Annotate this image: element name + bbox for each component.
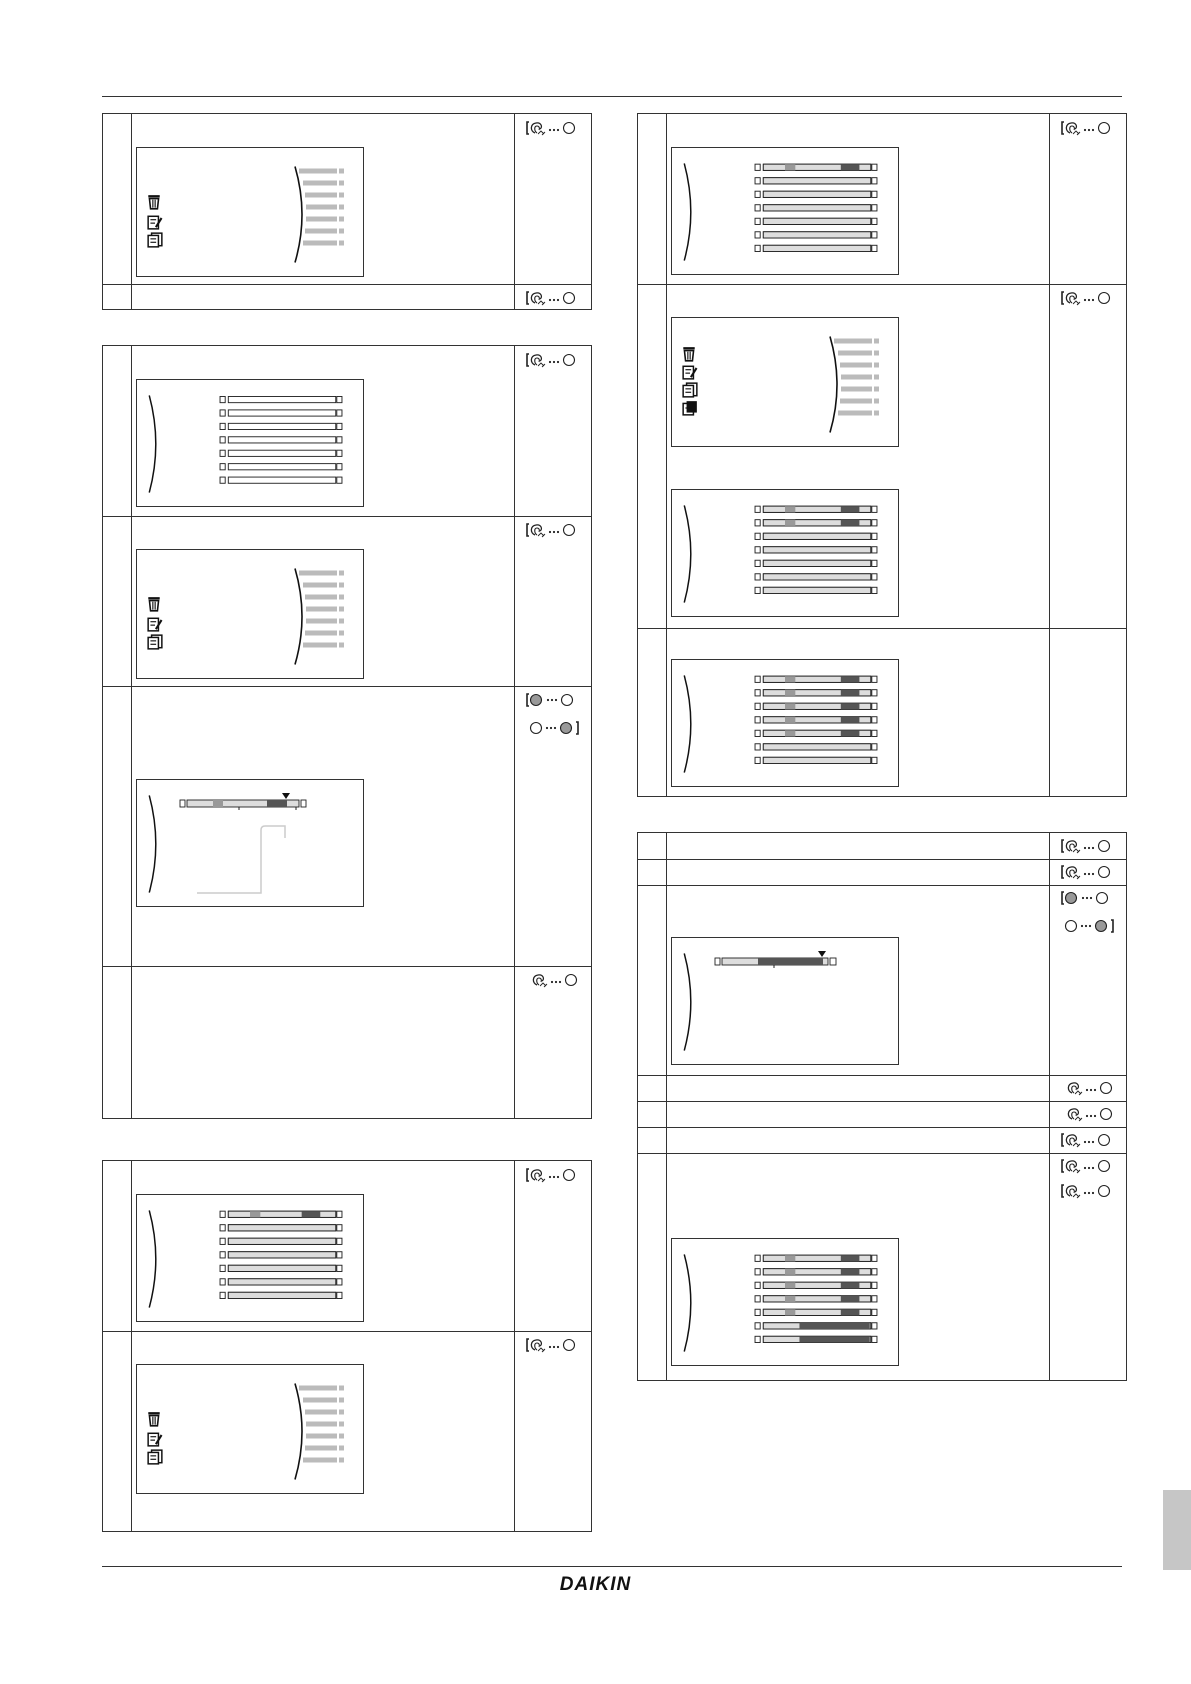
touch-dial-icon bbox=[1060, 1183, 1116, 1199]
fader-rows bbox=[219, 1207, 343, 1311]
trash-icon bbox=[682, 346, 696, 362]
screen-arc bbox=[143, 1203, 163, 1315]
touch-dial-icon bbox=[1060, 1132, 1116, 1148]
footer-rule bbox=[102, 1566, 1122, 1567]
document-icon bbox=[682, 382, 698, 398]
screen-arc bbox=[678, 946, 698, 1058]
edit-icon bbox=[147, 214, 163, 230]
screen-arc bbox=[678, 156, 698, 268]
menu-list bbox=[287, 162, 347, 267]
screen-menu bbox=[136, 1364, 364, 1494]
fader-rows bbox=[754, 1251, 878, 1355]
touch-dial-icon bbox=[1060, 1158, 1116, 1174]
screen-fader-list bbox=[671, 489, 899, 617]
chapter-tab bbox=[1163, 1490, 1191, 1570]
trash-icon bbox=[147, 596, 161, 612]
touch-dial-icon bbox=[1060, 290, 1116, 306]
trash-icon bbox=[147, 194, 161, 210]
document-icon bbox=[147, 232, 163, 248]
dial-left-icon bbox=[1060, 890, 1116, 906]
screen-fader-list bbox=[671, 1238, 899, 1366]
procedure-table-1 bbox=[102, 113, 592, 310]
document-icon bbox=[147, 634, 163, 650]
touch-dial-icon bbox=[1062, 1080, 1118, 1096]
fader-rows bbox=[754, 502, 878, 606]
screen-fader-list bbox=[136, 1194, 364, 1322]
screen-arc bbox=[678, 668, 698, 780]
screen-arc bbox=[143, 388, 163, 500]
screen-arc bbox=[678, 1247, 698, 1359]
dial-left-icon bbox=[525, 692, 581, 708]
procedure-table-2 bbox=[102, 345, 592, 1119]
screen-fader-list bbox=[136, 379, 364, 507]
touch-dial-icon bbox=[525, 290, 581, 306]
fader-rows bbox=[219, 392, 343, 496]
screen-fader-list bbox=[671, 147, 899, 275]
screen-fader-list bbox=[671, 659, 899, 787]
menu-list bbox=[287, 564, 347, 669]
document-icon bbox=[147, 1449, 163, 1465]
touch-dial-icon bbox=[527, 972, 583, 988]
touch-dial-icon bbox=[525, 1337, 581, 1353]
slider-graphic bbox=[714, 948, 894, 988]
trash-icon bbox=[147, 1411, 161, 1427]
screen-arc bbox=[678, 498, 698, 610]
touch-dial-icon bbox=[525, 352, 581, 368]
screen-arc bbox=[143, 788, 163, 900]
fader-rows bbox=[754, 160, 878, 264]
touch-dial-icon bbox=[1060, 864, 1116, 880]
touch-dial-icon bbox=[1060, 120, 1116, 136]
dial-right-icon bbox=[528, 720, 584, 736]
screen-menu bbox=[136, 549, 364, 679]
copy-icon bbox=[682, 400, 698, 416]
menu-list bbox=[822, 332, 882, 437]
brand-logo: DAIKIN bbox=[559, 1574, 632, 1595]
screen-slider bbox=[136, 779, 364, 907]
touch-dial-icon bbox=[1062, 1106, 1118, 1122]
touch-dial-icon bbox=[525, 1167, 581, 1183]
edit-icon bbox=[147, 1431, 163, 1447]
screen-menu bbox=[136, 147, 364, 277]
screen-menu bbox=[671, 317, 899, 447]
screen-slider bbox=[671, 937, 899, 1065]
touch-dial-icon bbox=[525, 522, 581, 538]
menu-list bbox=[287, 1379, 347, 1484]
procedure-table-3 bbox=[102, 1160, 592, 1532]
touch-dial-icon bbox=[525, 120, 581, 136]
header-rule bbox=[102, 96, 1122, 97]
procedure-table-4 bbox=[637, 113, 1127, 797]
edit-icon bbox=[147, 616, 163, 632]
edit-icon bbox=[682, 364, 698, 380]
procedure-table-5 bbox=[637, 832, 1127, 1381]
dial-right-icon bbox=[1063, 918, 1119, 934]
slider-graphic bbox=[179, 790, 359, 900]
fader-rows bbox=[754, 672, 878, 776]
touch-dial-icon bbox=[1060, 838, 1116, 854]
